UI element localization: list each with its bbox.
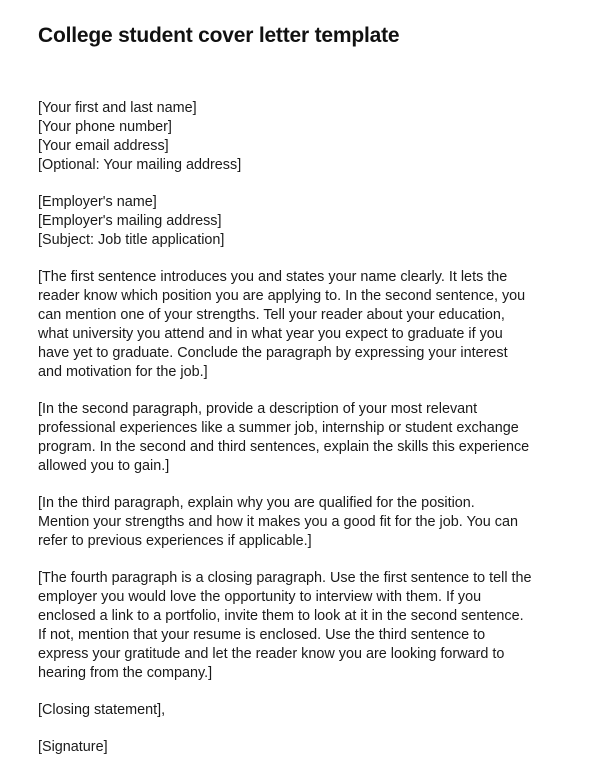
paragraph-line: can mention one of your strengths. Tell your reader about your education, bbox=[38, 307, 505, 323]
paragraph-3 bbox=[38, 494, 568, 551]
paragraph-line: have yet to graduate. Conclude the paragraph by expressing your interest bbox=[38, 345, 508, 361]
paragraph-line: reader know which position you are applying to. In the second sentence, you bbox=[38, 288, 526, 304]
letter-body bbox=[38, 99, 568, 757]
sender-phone: [Your phone number] bbox=[38, 119, 172, 135]
employer-mailing-address: [Employer's mailing address] bbox=[38, 213, 222, 229]
paragraph-line: If not, mention that your resume is enclosed. Use the third sentence to bbox=[38, 627, 486, 643]
sender-name: [Your first and last name] bbox=[38, 100, 197, 116]
paragraph-2 bbox=[38, 400, 568, 476]
paragraph-line: [The fourth paragraph is a closing paragraph. Use the first sentence to tell the bbox=[38, 570, 532, 586]
paragraph-line: professional experiences like a summer job, internship or student exchange bbox=[38, 420, 519, 436]
subject-line: [Subject: Job title application] bbox=[38, 232, 225, 248]
paragraph-1 bbox=[38, 268, 568, 382]
paragraph-line: program. In the second and third sentences, explain the skills this experience bbox=[38, 439, 530, 455]
paragraph-line: enclosed a link to a portfolio, invite them to look at it in the second sentence. bbox=[38, 608, 524, 624]
sender-email: [Your email address] bbox=[38, 138, 169, 154]
paragraph-line: express your gratitude and let the reader know you are looking forward to bbox=[38, 646, 505, 662]
paragraph-line: [In the second paragraph, provide a description of your most relevant bbox=[38, 401, 478, 417]
paragraph-line: refer to previous experiences if applicable.] bbox=[38, 533, 312, 549]
recipient-block bbox=[38, 193, 568, 250]
paragraph-line: and motivation for the job.] bbox=[38, 364, 208, 380]
paragraph-line: allowed you to gain.] bbox=[38, 458, 170, 474]
paragraph-line: hearing from the company.] bbox=[38, 665, 213, 681]
employer-name: [Employer's name] bbox=[38, 194, 157, 210]
paragraph-line: employer you would love the opportunity to interview with them. If you bbox=[38, 589, 482, 605]
signature: [Signature] bbox=[38, 739, 108, 755]
closing-statement: [Closing statement], bbox=[38, 702, 166, 718]
paragraph-4 bbox=[38, 569, 568, 683]
page-title: College student cover letter template bbox=[38, 24, 400, 47]
sender-block bbox=[38, 99, 568, 175]
paragraph-line: what university you attend and in what year you expect to graduate if you bbox=[38, 326, 503, 342]
paragraph-line: [In the third paragraph, explain why you are qualified for the position. bbox=[38, 495, 475, 511]
sender-mailing-address: [Optional: Your mailing address] bbox=[38, 157, 242, 173]
paragraph-line: [The first sentence introduces you and states your name clearly. It lets the bbox=[38, 269, 508, 285]
paragraph-line: Mention your strengths and how it makes you a good fit for the job. You can bbox=[38, 514, 518, 530]
